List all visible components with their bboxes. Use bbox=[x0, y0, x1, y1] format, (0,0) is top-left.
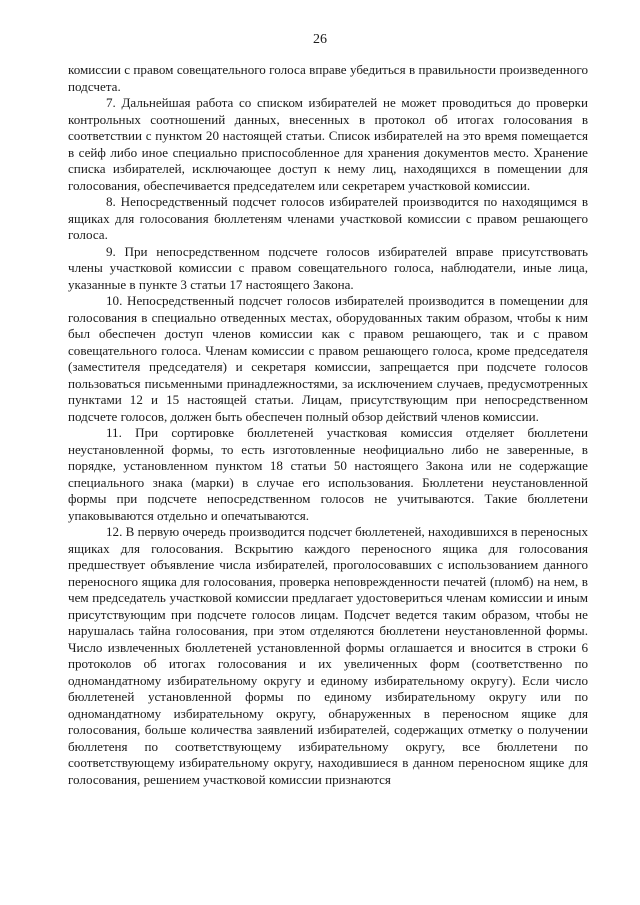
paragraph-11: 11. При сортировке бюллетеней участковая комиссия отделяет бюллетени неустановленной формы, то есть изготовленные неофициально либо не заверенные, в порядке, установленном пунктом 18 статьи 50 настоящего Закона или не содержащие специального знака (марки) в случае его использования. Бюллетени неустановленной формы при подсчете непосредственном голосов не учитываются. Такие бюллетени упаковываются отдельно и опечатываются. bbox=[68, 425, 588, 523]
page-number: 26 bbox=[313, 32, 327, 47]
body-text bbox=[68, 62, 588, 788]
paragraph-9: 9. При непосредственном подсчете голосов избирателей вправе присутствовать члены участковой комиссии с правом совещательного голоса, наблюдатели, иные лица, указанные в пункте 3 статьи 17 настоящего Закона. bbox=[68, 243, 588, 292]
paragraph-8: 8. Непосредственный подсчет голосов избирателей производится по находящимся в ящиках для голосования бюллетеням членами участковой комиссии с правом решающего голоса. bbox=[68, 194, 588, 242]
paragraph-7: 7. Дальнейшая работа со списком избирателей не может проводиться до проверки контрольных соотношений данных, внесенных в протокол об итогах голосования в соответствии с пунктом 20 настоящей статьи. Список избирателей на это время помещается в сейф либо иное специально приспособленное для хранения документов место. Хранение списка избирателей, исключающее доступ к нему лиц, находящихся в помещении для голосования, обеспечивается председателем или секретарем участковой комиссии. bbox=[68, 95, 588, 193]
paragraph-continuation: комиссии с правом совещательного голоса вправе убедиться в правильности произведенного подсчета. bbox=[68, 62, 588, 94]
paragraph-12: 12. В первую очередь производится подсчет бюллетеней, находившихся в переносных ящиках для голосования. Вскрытию каждого переносного ящика для голосования предшествует объявление числа избирателей, проголосовавших с использованием данного переносного ящика для голосования, проверка неповрежденности печатей (пломб) на нем, в чем председатель участковой комиссии предлагает удостовериться членам комиссии и иным присутствующим при подсчете голосов лицам. Подсчет ведется таким образом, чтобы не нарушалась тайна голосования, при этом отделяются бюллетени неустановленной формы. Число извлеченных бюллетеней установленной формы оглашается и вносится в строки 6 протоколов об итогах голосования и их увеличенных форм (соответственно по одномандатному избирательному округу и единому избирательному округу). Если число бюллетеней установленной формы по единому избирательному округу или по одномандатному избирательному округу, обнаруженных в переносном ящике для голосования, больше количества заявлений избирателей, содержащих отметку о получении бюллетеня по соответствующему избирательному округу, все бюллетени по соответствующему избирательному округу, находившиеся в данном переносном ящике для голосования, решением участковой комиссии признаются bbox=[68, 524, 588, 787]
paragraph-10: 10. Непосредственный подсчет голосов избирателей производится в помещении для голосования в специально отведенных местах, оборудованных таким образом, чтобы к ним был обеспечен доступ членов комиссии как с правом решающего, так и с правом совещательного голоса. Членам комиссии с правом решающего голоса, кроме председателя (заместителя председателя) и секретаря комиссии, запрещается при подсчете голосов пользоваться письменными принадлежностями, за исключением случаев, предусмотренных пунктами 12 и 15 настоящей статьи. Лицам, присутствующим при непосредственном подсчете голосов, должен быть обеспечен полный обзор действий членов комиссии. bbox=[68, 293, 588, 424]
